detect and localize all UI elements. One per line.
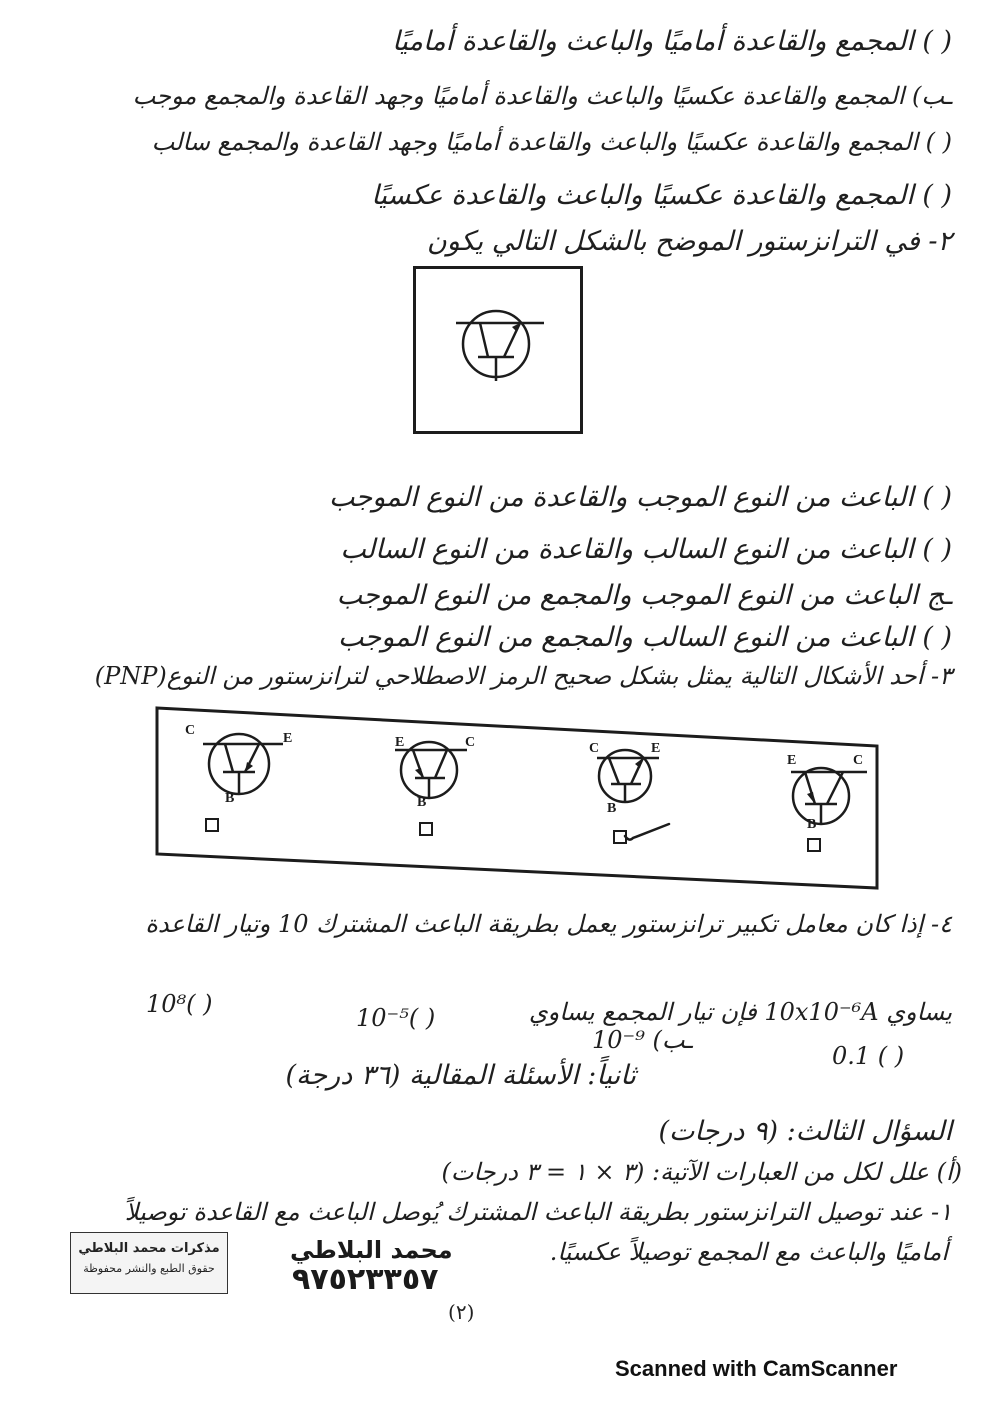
q2-text: ٢- في الترانزستور الموضح بالشكل التالي يكون xyxy=(426,226,952,257)
q2-figure-frame xyxy=(413,266,583,434)
q2-option-1: ( ) الباعث من النوع الموجب والقاعدة من النوع الموجب xyxy=(329,482,952,513)
q2-option-2: ( ) الباعث من النوع السالب والقاعدة من النوع السالب xyxy=(340,534,952,565)
q4-option-d: 0.1 ( ) xyxy=(832,1042,905,1070)
transistor-symbol-q2 xyxy=(416,269,580,431)
q4-line2: يساوي 10x10⁻⁶A فإن تيار المجمع يساوي xyxy=(528,998,952,1026)
transistor-4-label-base: B xyxy=(807,817,817,832)
transistor-3-label-left: C xyxy=(589,741,600,756)
scanner-watermark: Scanned with CamScanner xyxy=(615,1356,898,1381)
q2-option-3: ـج الباعث من النوع الموجب والمجمع من النوع الموجب xyxy=(336,580,952,611)
q1-option-2: ـب) المجمع والقاعدة عكسيًا والباعث والقاعدة أماميًا وجهد القاعدة والمجمع موجب xyxy=(132,82,952,110)
transistor-3-label-base: B xyxy=(607,801,617,816)
stamp-line-1: مذكرات محمد البلاطي xyxy=(78,1241,220,1256)
transistor-2-label-base: B xyxy=(417,795,427,810)
part-a-item-1: ١- عند توصيل الترانزستور بطريقة الباعث المشترك يُوصل الباعث مع القاعدة توصيلاً xyxy=(124,1198,952,1226)
q2-option-4: ( ) الباعث من النوع السالب والمجمع من النوع الموجب xyxy=(338,622,952,653)
part-a-item-1-continued: أماميًا والباعث مع المجمع توصيلاً عكسيًا. xyxy=(549,1238,948,1266)
part-a-heading: (أ) علل لكل من العبارات الآتية: (٣ × ١ = ٣ درجات) xyxy=(441,1158,962,1186)
transistor-option-4 xyxy=(783,753,883,836)
q4-option-b: 10⁻⁵( ) xyxy=(356,1004,436,1032)
section-title: ثانياً: الأسئلة المقالية (٣٦ درجة) xyxy=(285,1060,636,1091)
q1-option-4: ( ) المجمع والقاعدة عكسيًا والباعث والقاعدة عكسيًا xyxy=(371,180,952,211)
transistor-option-1 xyxy=(193,724,293,804)
stamp-line-2: حقوق الطبع والنشر محفوظة xyxy=(83,1262,215,1275)
q1-option-1: ( ) المجمع والقاعدة أماميًا والباعث والقاعدة أماميًا xyxy=(392,26,952,57)
publisher-stamp xyxy=(70,1232,228,1294)
transistor-2-label-right: C xyxy=(465,735,476,750)
q1-option-3: ( ) المجمع والقاعدة عكسيًا والباعث والقاعدة أماميًا وجهد القاعدة والمجمع سالب xyxy=(151,128,952,156)
checkbox-option-4[interactable] xyxy=(807,838,821,852)
author-name: محمد البلاطي xyxy=(290,1236,453,1264)
checkbox-option-1[interactable] xyxy=(205,818,219,832)
transistor-1-label-left: C xyxy=(185,723,196,738)
q3-text: ٣- أحد الأشكال التالية يمثل بشكل صحيح الرمز الاصطلاحي لترانزستور من النوع(PNP) xyxy=(94,662,952,690)
q4-option-c: 10⁻⁹ (ـب xyxy=(592,1026,693,1054)
transistor-option-3 xyxy=(587,734,687,814)
page-number: (٢) xyxy=(448,1300,475,1324)
author-phone: ٩٧٥٢٣٣٥٧ xyxy=(292,1262,439,1297)
transistor-4-label-left: E xyxy=(787,753,797,768)
transistor-2-label-left: E xyxy=(395,735,405,750)
q3-figure-frame xyxy=(155,706,879,890)
transistor-1-label-right: E xyxy=(283,731,293,746)
transistor-4-label-right: C xyxy=(853,753,864,768)
checkmark-icon xyxy=(623,822,673,846)
transistor-3-label-right: E xyxy=(651,741,661,756)
question-three-title: السؤال الثالث: (٩ درجات) xyxy=(658,1116,952,1147)
q4-option-a: 10⁸( ) xyxy=(146,990,213,1018)
transistor-1-label-base: B xyxy=(225,791,235,806)
q4-line1: ٤- إذا كان معامل تكبير ترانزستور يعمل بطريقة الباعث المشترك 10 وتيار القاعدة xyxy=(145,910,952,938)
checkbox-option-2[interactable] xyxy=(419,822,433,836)
